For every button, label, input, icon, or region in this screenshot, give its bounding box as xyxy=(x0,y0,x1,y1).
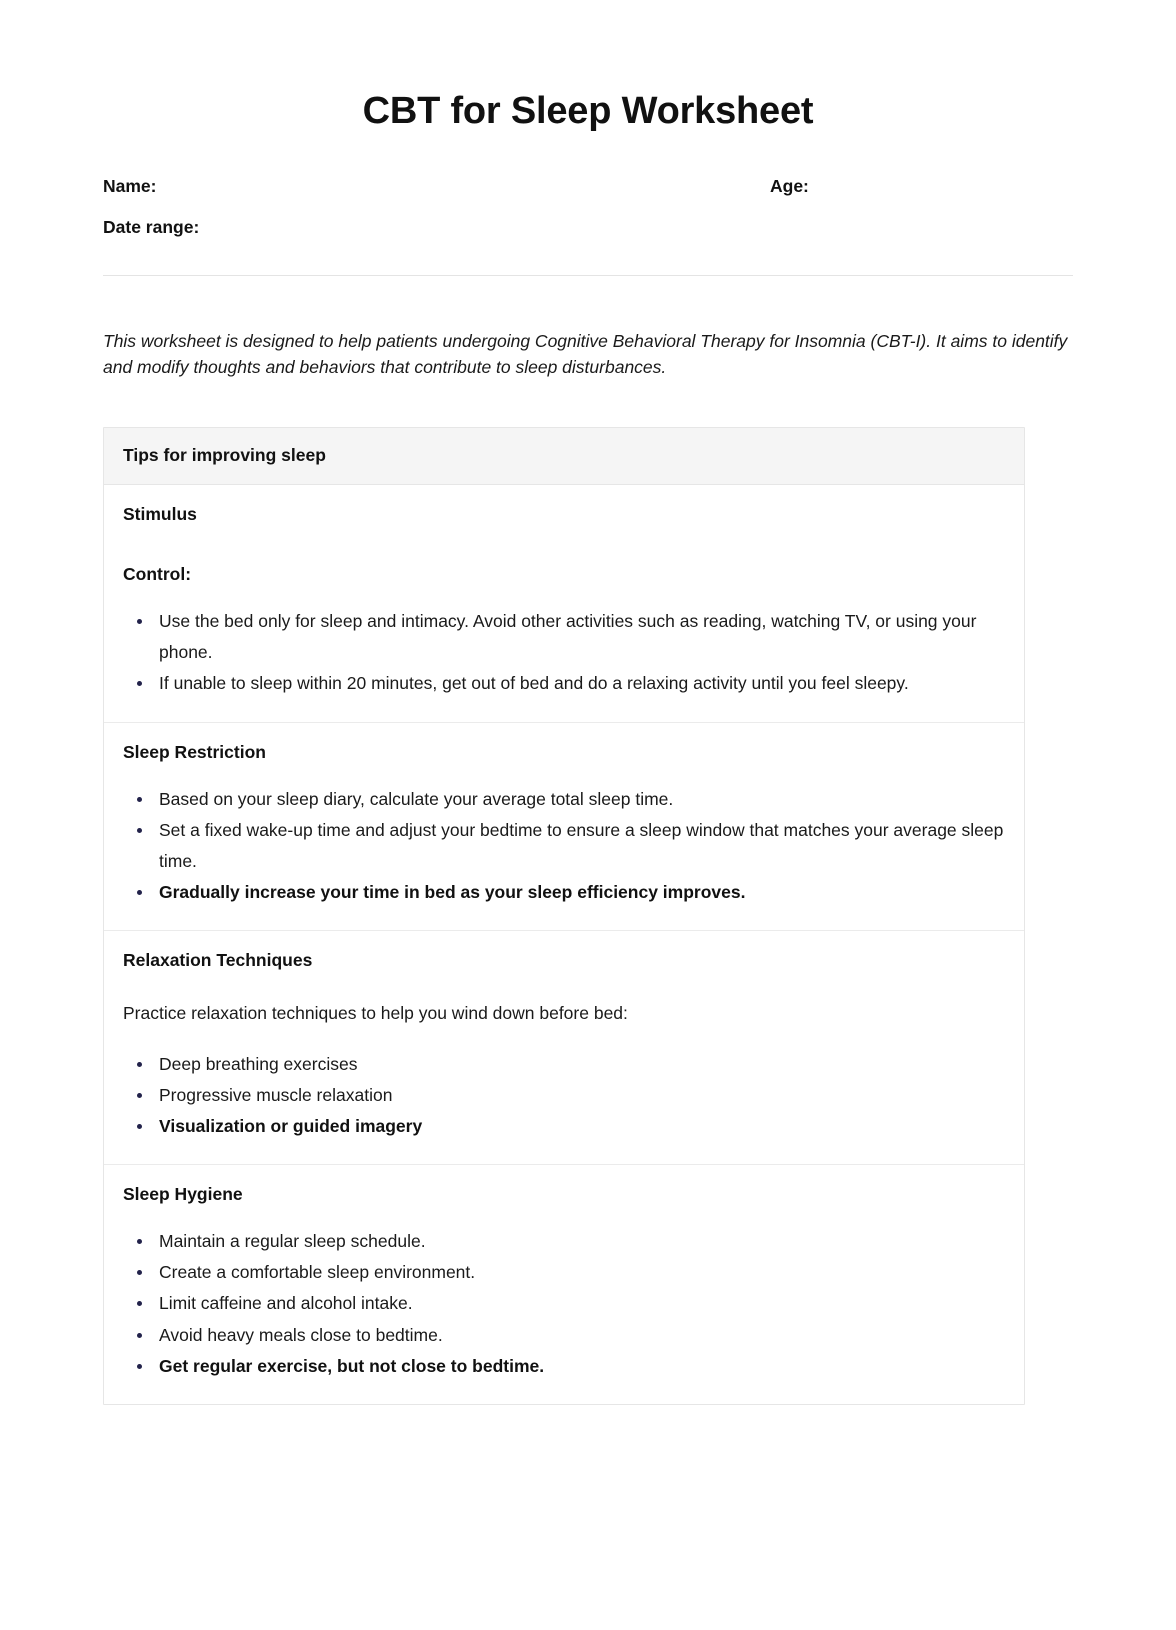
section-heading-line-1: Relaxation Techniques xyxy=(123,950,313,971)
section-note: Practice relaxation techniques to help you wind down before bed: xyxy=(123,1003,628,1024)
list-item: Get regular exercise, but not close to bedtime. xyxy=(157,1351,1005,1382)
date-range-label: Date range: xyxy=(103,216,200,237)
date-range-row xyxy=(103,217,1073,258)
table-row xyxy=(104,485,1024,723)
list-item: Visualization or guided imagery xyxy=(157,1111,1005,1142)
section-heading-line-1: Sleep Hygiene xyxy=(123,1184,243,1205)
table-row xyxy=(104,931,1024,1165)
age-label: Age: xyxy=(770,175,809,196)
section-heading xyxy=(123,1184,1005,1204)
name-label: Name: xyxy=(103,175,157,196)
table-row xyxy=(104,723,1024,932)
name-age-row xyxy=(103,176,1073,217)
section-heading-line-1: Sleep Restriction xyxy=(123,741,266,762)
tips-list xyxy=(123,784,1005,909)
section-heading xyxy=(123,950,1005,970)
list-item: Deep breathing exercises xyxy=(157,1049,1005,1080)
list-item: Maintain a regular sleep schedule. xyxy=(157,1226,1005,1257)
table-row xyxy=(104,1165,1024,1404)
section-heading-line-2: Control: xyxy=(123,564,192,584)
list-item: Based on your sleep diary, calculate your average total sleep time. xyxy=(157,784,1005,815)
section-heading-line-1: Stimulus xyxy=(123,503,197,524)
tips-list xyxy=(123,606,1005,699)
list-item: Gradually increase your time in bed as your sleep efficiency improves. xyxy=(157,877,1005,908)
list-item: Use the bed only for sleep and intimacy. Avoid other activities such as reading, watching TV, or using your phone. xyxy=(157,606,1005,668)
header-fields xyxy=(103,176,1073,258)
section-heading xyxy=(123,504,1005,584)
list-item: Limit caffeine and alcohol intake. xyxy=(157,1288,1005,1319)
list-item: If unable to sleep within 20 minutes, get out of bed and do a relaxing activity until you feel sleepy. xyxy=(157,668,1005,699)
page-title: CBT for Sleep Worksheet xyxy=(362,90,814,132)
section-heading xyxy=(123,742,1005,762)
tips-table xyxy=(103,427,1025,1405)
tips-list xyxy=(123,1049,1005,1142)
tips-table-header: Tips for improving sleep xyxy=(104,428,1024,485)
header-divider xyxy=(103,275,1073,276)
list-item: Avoid heavy meals close to bedtime. xyxy=(157,1320,1005,1351)
intro-paragraph: This worksheet is designed to help patients undergoing Cognitive Behavioral Therapy for Insomnia (CBT-I). It aims to identify and modify thoughts and behaviors that contribute to sleep disturbances. xyxy=(103,330,1068,378)
list-item: Set a fixed wake-up time and adjust your bedtime to ensure a sleep window that matches your average sleep time. xyxy=(157,815,1005,877)
list-item: Progressive muscle relaxation xyxy=(157,1080,1005,1111)
list-item: Create a comfortable sleep environment. xyxy=(157,1257,1005,1288)
tips-list xyxy=(123,1226,1005,1382)
